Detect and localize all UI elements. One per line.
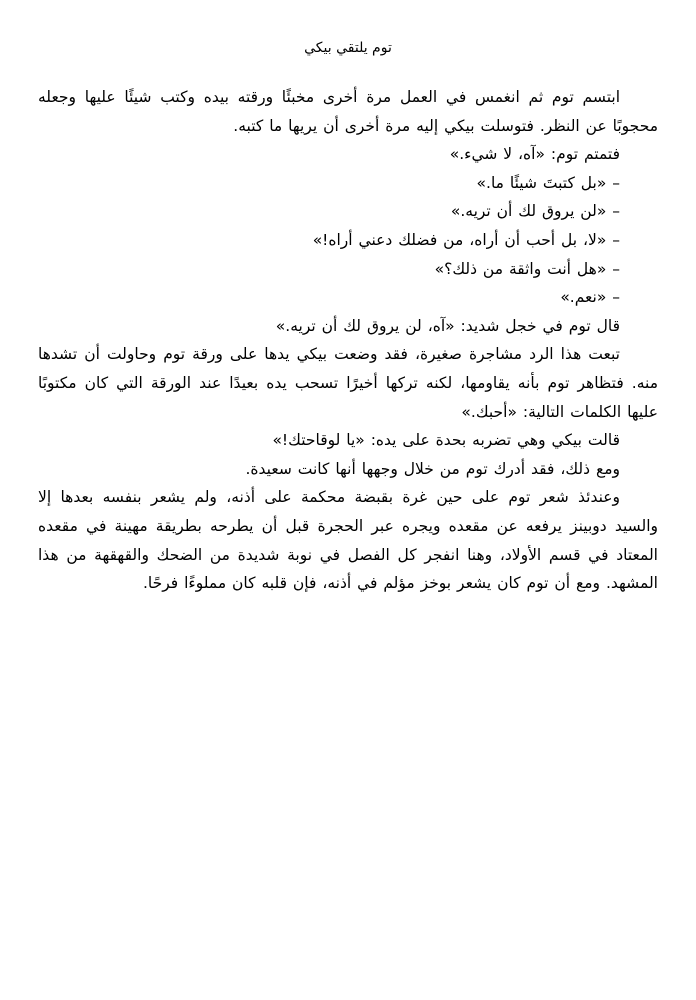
dialog-line: قالت بيكي وهي تضربه بحدة على يده: «يا لوقاحتك!» <box>272 431 620 450</box>
dialog-line: – «بل كتبتَ شيئًا ما.» <box>476 173 620 192</box>
paragraph: ابتسم توم ثم انغمس في العمل مرة أخرى مخبئًا ورقته بيده وكتب شيئًا عليها وجعله محجوبًا عن النظر. فتوسلت بيكي إليه مرة أخرى أن يريها ما كتبه. <box>38 88 658 135</box>
dialog-line: قال توم في خجل شديد: «آه، لن يروق لك أن تريه.» <box>275 316 620 335</box>
paragraph: تبعت هذا الرد مشاجرة صغيرة، فقد وضعت بيكي يدها على ورقة توم وحاولت أن تشدها منه. فتظاهر توم بأنه يقاومها، لكنه تركها أخيرًا تسحب يده بعيدًا عند الورقة التي كان مكتوبًا عليها الكلمات التالية: «أحبك.» <box>38 345 658 421</box>
paragraph: وعندئذ شعر توم على حين غرة بقبضة محكمة على أذنه، ولم يشعر بنفسه بعدها إلا والسيد دوبينز يرفعه عن مقعده ويجره عبر الحجرة قبل أن يطرحه بطريقة مهينة في مقعده المعتاد في قسم الأولاد، وهنا انفجر كل الفصل في نوبة شديدة من الضحك والقهقهة من هذا المشهد. ومع أن توم كان يشعر بوخز مؤلم في أذنه، فإن قلبه كان مملوءًا فرحًا. <box>38 488 658 593</box>
page-title: توم يلتقي بيكي <box>304 40 392 56</box>
body-text <box>38 83 658 598</box>
dialog-line: – «لا، بل أحب أن أراه، من فضلك دعني أراه!» <box>312 230 620 249</box>
dialog-line: – «نعم.» <box>560 288 620 307</box>
dialog-line: ومع ذلك، فقد أدرك توم من خلال وجهها أنها كانت سعيدة. <box>245 459 620 478</box>
dialog-line: فتمتم توم: «آه، لا شيء.» <box>449 145 620 164</box>
dialog-line: – «هل أنت واثقة من ذلك؟» <box>434 259 620 278</box>
dialog-line: – «لن يروق لك أن تريه.» <box>450 202 620 221</box>
